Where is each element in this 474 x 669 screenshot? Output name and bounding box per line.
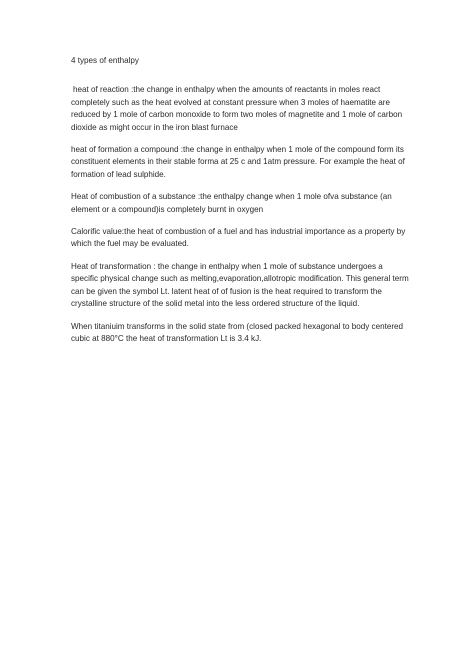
document-title: 4 types of enthalpy: [71, 56, 139, 65]
paragraph-heat-of-combustion: Heat of combustion of a substance :the enthalpy change when 1 mole ofva substance (an element or a compound)is completely burnt in oxygen: [71, 192, 392, 214]
paragraph-calorific-value: Calorific value:the heat of combustion of a fuel and has industrial importance as a property by which the fuel may be evaluated.: [71, 227, 406, 249]
paragraph-heat-of-transformation: Heat of transformation : the change in enthalpy when 1 mole of substance undergoes a specific physical change such as melting,evaporation,allotropic modification. This general term can be given the symbol Lt. latent heat of of fusion is the heat required to transform the crystalline structure of the solid metal into the less ordered structure of the liquid.: [71, 261, 409, 309]
paragraph-heat-of-reaction: heat of reaction :the change in enthalpy when the amounts of reactants in moles react completely such as the heat evolved at constant pressure when 3 moles of haematite are reduced by 1 mole of carbon monoxide to form two moles of magnetite and 1 mole of carbon dioxide as might occur in the iron blast furnace: [71, 85, 403, 132]
paragraph-titanium-example: When titaniuim transforms in the solid state from (closed packed hexagonal to body centered cubic at 880°C the heat of transformation Lt is 3.4 kJ.: [71, 321, 404, 343]
paragraph-heat-of-formation: heat of formation a compound :the change in enthalpy when 1 mole of the compound form its constituent elements in their stable forma at 25 c and 1atm pressure. For example the heat of formation of lead sulphide.: [71, 145, 405, 179]
document-body: [71, 55, 409, 355]
